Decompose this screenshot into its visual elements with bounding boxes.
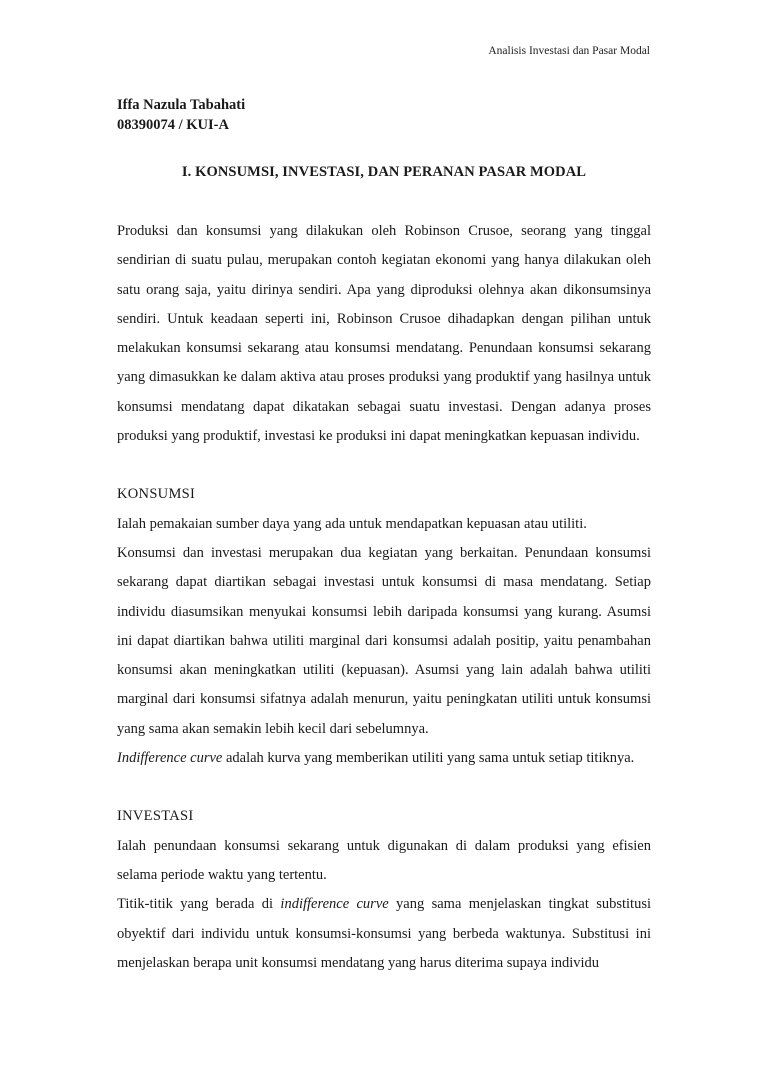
chapter-title: I. KONSUMSI, INVESTASI, DAN PERANAN PASAR MODAL	[181, 164, 587, 180]
section-heading-konsumsi: KONSUMSI	[117, 486, 196, 503]
author-block	[117, 95, 245, 135]
investasi-text-before: Titik-titik yang berada di	[117, 896, 281, 913]
investasi-definition: Ialah penundaan konsumsi sekarang untuk digunakan di dalam produksi yang efisien selama periode waktu yang tertentu.	[117, 837, 651, 883]
investasi-paragraph	[117, 890, 651, 978]
investasi-text-after: yang sama menjelaskan tingkat substitusi obyektif dari individu untuk konsumsi-konsumsi yang berbeda waktunya. Substitusi ini menjelaskan berapa unit konsumsi mendatang yang harus diterima supaya individu	[117, 896, 652, 971]
document-body	[117, 217, 651, 978]
indifference-curve-term: Indifference curve	[117, 750, 223, 767]
indifference-curve-paragraph	[117, 744, 651, 773]
author-name: Iffa Nazula Tabahati	[117, 97, 246, 113]
intro-paragraph: Produksi dan konsumsi yang dilakukan oleh Robinson Crusoe, seorang yang tinggal sendirian di suatu pulau, merupakan contoh kegiatan ekonomi yang hanya dilakukan oleh satu orang saja, yaitu dirinya sendiri. Apa yang diproduksi olehnya akan dikonsumsinya sendiri. Untuk keadaan seperti ini, Robinson Crusoe dihadapkan dengan pilihan untuk melakukan konsumsi sekarang atau konsumsi mendatang. Penundaan konsumsi sekarang yang dimasukkan ke dalam aktiva atau proses produksi yang produktif yang hasilnya untuk konsumsi mendatang dapat dikatakan sebagai suatu investasi. Dengan adanya proses produksi yang produktif, investasi ke produksi ini dapat meningkatkan kepuasan individu.	[117, 223, 651, 445]
konsumsi-paragraph: Konsumsi dan investasi merupakan dua kegiatan yang berkaitan. Penundaan konsumsi sekarang dapat diartikan sebagai investasi untuk konsumsi di masa mendatang. Setiap individu diasumsikan menyukai konsumsi lebih daripada konsumsi yang kurang. Asumsi ini dapat diartikan bahwa utiliti marginal dari konsumsi adalah positip, yaitu penambahan konsumsi akan meningkatkan utiliti (kepuasan). Asumsi yang lain adalah bahwa utiliti marginal dari konsumsi sifatnya adalah menurun, yaitu peningkatan utiliti untuk konsumsi yang sama akan semakin lebih kecil dari sebelumnya.	[117, 544, 651, 737]
section-heading-investasi: INVESTASI	[117, 808, 194, 825]
konsumsi-definition: Ialah pemakaian sumber daya yang ada untuk mendapatkan kepuasan atau utiliti.	[117, 515, 587, 532]
investasi-term: indifference curve	[280, 896, 389, 913]
author-id-class: 08390074 / KUI-A	[117, 117, 229, 133]
indifference-curve-text: adalah kurva yang memberikan utiliti yang sama untuk setiap titiknya.	[222, 750, 635, 767]
running-header: Analisis Investasi dan Pasar Modal	[488, 45, 650, 57]
